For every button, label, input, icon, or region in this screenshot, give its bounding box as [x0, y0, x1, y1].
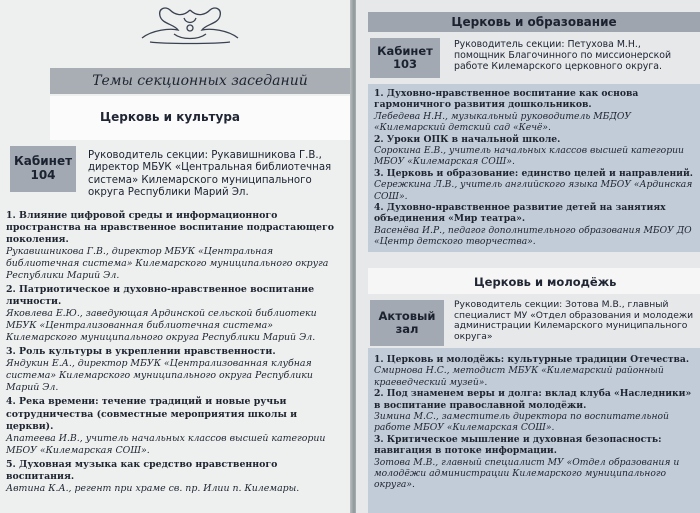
topic-speaker: Сорокина Е.В., учитель начальных классов высшей категории МБОУ «Килемарская СОШ». [374, 145, 684, 168]
room-label: Актовый [378, 308, 436, 323]
list-item [374, 354, 696, 388]
section-title-youth: Церковь и молодёжь [474, 275, 617, 289]
ornament-icon [130, 4, 250, 48]
list-item [374, 168, 696, 202]
education-topics-list [374, 88, 696, 248]
topics-header: Темы секционных заседаний [50, 68, 350, 94]
topic-speaker: Зимина М.С., заместитель директора по воспитательной работе МБОУ «Килемарская СОШ». [374, 411, 669, 434]
topic-speaker: Зотова М.В., главный специалист МУ «Отдел образования и молодёжи администрации Килемарского муниципального округа». [374, 456, 680, 491]
topic-title: 1. Духовно-нравственное воспитание как основа гармоничного развития дошкольников. [374, 88, 639, 111]
topic-title: 2. Патриотическое и духовно-нравственное воспитание личности. [6, 284, 315, 308]
list-item [374, 134, 696, 168]
room-badge [370, 38, 440, 78]
list-item [6, 396, 344, 456]
topic-title: 2. Уроки ОПК в начальной школе. [374, 133, 561, 145]
room-number: зал [395, 322, 419, 336]
room-badge [370, 300, 444, 346]
topic-title: 1. Влияние цифровой среды и информационного пространства на нравственное воспитание подрастающего поколения. [6, 210, 334, 246]
room-label: Кабинет [13, 154, 73, 169]
right-page [356, 0, 700, 513]
topic-title: 3. Церковь и образование: единство целей и направлений. [374, 167, 693, 179]
topic-title: 4. Река времени: течение традиций и новые ручьи сотрудничества (совместные мероприятия школы и церкви). [6, 396, 298, 432]
section-leader: Руководитель секции: Зотова М.В., главный специалист МУ «Отдел образования и молодежи администрации Килемарского муниципального округа» [454, 299, 694, 342]
room-badge [10, 146, 76, 192]
topic-speaker: Яндукин Е.А., директор МБУК «Централизованная клубная система» Килемарского муниципального округа Республики Марий Эл. [6, 358, 313, 394]
topic-speaker: Лебедева Н.Н., музыкальный руководитель МБДОУ «Килемарский детский сад «Кечё». [374, 110, 632, 134]
topic-title: 2. Под знаменем веры и долга: вклад клуба «Наследники» в воспитание православной молодёжи. [374, 388, 692, 411]
topic-title: 1. Церковь и молодёжь: культурные традиции Отечества. [374, 354, 690, 365]
youth-topics-list [374, 354, 696, 491]
topic-speaker: Смирнова Н.С., методист МБУК «Килемарский районный краеведческий музей». [374, 365, 664, 388]
section-leader: Руководитель секции: Петухова М.Н., помощник Благочинного по миссионерской работе Килемарского церковного округа. [454, 39, 672, 72]
topic-speaker: Апатеева И.В., учитель начальных классов высшей категории МБОУ «Килемарская СОШ». [6, 432, 326, 456]
list-item [374, 202, 696, 248]
topic-speaker: Рукавишникова Г.В., директор МБУК «Центральная библиотечная система» Килемарского муниципального округа Республики Марий Эл. [6, 246, 329, 282]
section-title-education: Церковь и образование [368, 12, 700, 32]
room-number: 104 [30, 168, 56, 182]
topic-speaker: Сережкина Л.В., учитель английского языка МБОУ «Ардинская СОШ». [374, 179, 693, 202]
topic-speaker: Яковлева Е.Ю., заведующая Ардинской сельской библиотеки МБУК «Централизованная библиотечная система» Килемарского муниципального округа Республики Марий Эл. [6, 308, 317, 344]
list-item [6, 459, 344, 495]
section-leader: Руководитель секции: Рукавишникова Г.В., директор МБУК «Центральная библиотечная система» Килемарского муниципального округа Республики Марий Эл. [88, 150, 332, 199]
list-item [374, 88, 696, 134]
topic-speaker: Автина К.А., регент при храме св. пр. Илии п. Килемары. [6, 482, 300, 494]
culture-topics-list [6, 210, 344, 495]
room-number: 103 [392, 57, 417, 71]
list-item [374, 388, 696, 434]
topic-title: 3. Роль культуры в укреплении нравственности. [6, 346, 276, 358]
topic-title: 5. Духовная музыка как средство нравственного воспитания. [6, 458, 278, 482]
list-item [6, 210, 344, 282]
list-item [6, 346, 344, 394]
section-title-culture: Церковь и культура [100, 110, 241, 124]
list-item [374, 434, 696, 491]
topic-speaker: Васенёва И.Р., педагог дополнительного образования МБОУ ДО «Центр детского творчества». [374, 224, 692, 248]
topic-title: 3. Критическое мышление и духовная безопасность: навигация в потоке информации. [374, 433, 662, 457]
topic-title: 4. Духовно-нравственное развитие детей на занятиях объединения «Мир театра». [374, 202, 666, 225]
list-item [6, 284, 344, 344]
room-label: Кабинет [377, 43, 433, 58]
